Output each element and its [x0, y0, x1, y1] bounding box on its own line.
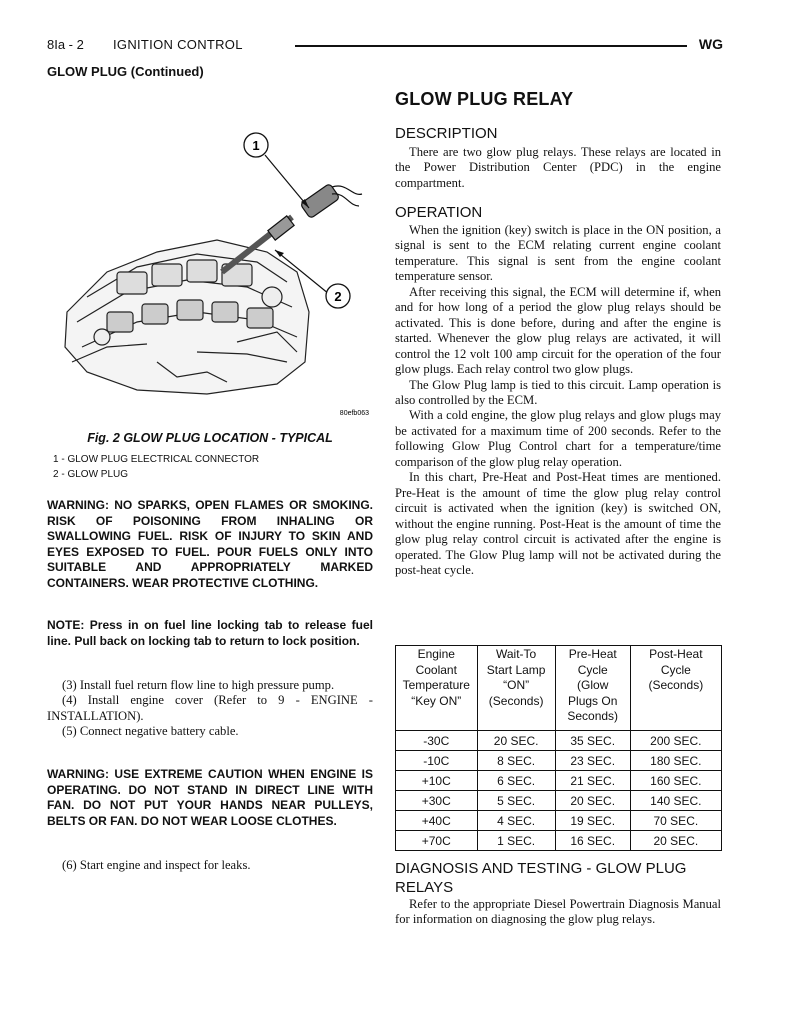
- figure-caption: Fig. 2 GLOW PLUG LOCATION - TYPICAL: [87, 431, 333, 445]
- glow-plug-control-table: [395, 645, 722, 851]
- step-item: (4) Install engine cover (Refer to 9 - ENGINE - INSTALLATION).: [47, 693, 373, 723]
- section-heading: GLOW PLUG RELAY: [395, 89, 574, 109]
- header-line: Start Lamp: [486, 662, 546, 677]
- figure-legend: [53, 452, 259, 482]
- diagnosis-heading: DIAGNOSIS AND TESTING - GLOW PLUG RELAYS: [395, 860, 687, 896]
- header-line: Pre-Heat: [568, 647, 617, 661]
- header-line: (Seconds): [648, 678, 704, 692]
- paragraph: The Glow Plug lamp is tied to this circuit. Lamp operation is also controlled by the ECM.: [395, 377, 721, 407]
- header-line: Cycle: [660, 662, 691, 677]
- header-line: “ON”: [503, 678, 530, 692]
- table-cell: -30C: [396, 731, 478, 751]
- paragraph: Refer to the appropriate Diesel Powertrain Diagnosis Manual for information on diagnosing the glow plug relays.: [395, 897, 721, 927]
- table-cell: 140 SEC.: [630, 791, 721, 811]
- description-heading: DESCRIPTION: [395, 125, 498, 142]
- table-cell: -10C: [396, 751, 478, 771]
- col-temperature: [396, 646, 478, 731]
- table-header-row: [396, 646, 722, 731]
- table-cell: 8 SEC.: [477, 751, 555, 771]
- section-title: IGNITION CONTROL: [113, 37, 243, 52]
- table-cell: 16 SEC.: [555, 831, 630, 851]
- table-row: [396, 731, 722, 751]
- table-cell: 20 SEC.: [477, 731, 555, 751]
- table-cell: 23 SEC.: [555, 751, 630, 771]
- table-cell: 19 SEC.: [555, 811, 630, 831]
- table-cell: 6 SEC.: [477, 771, 555, 791]
- note-locking-tab: NOTE: Press in on fuel line locking tab to release fuel line. Pull back on locking tab to return to lock position.: [47, 618, 373, 648]
- callout-2: 2: [334, 289, 342, 304]
- table-cell: +70C: [396, 831, 478, 851]
- table-cell: 20 SEC.: [630, 831, 721, 851]
- table-row: [396, 771, 722, 791]
- header-line: “Key ON”: [411, 693, 462, 708]
- paragraph: After receiving this signal, the ECM will determine if, when and for how long of a period the glow plug relays should be activated. This is done before, during and after the engine is started. Whenever the glow plug relays are activated, it will control the 12 volt 100 amp circuit for the operation of the four glow plugs. Each relay control two glow plugs.: [395, 284, 721, 377]
- glow-plug-figure: [47, 122, 373, 424]
- install-steps: [47, 678, 373, 740]
- table-row: [396, 751, 722, 771]
- callout-1: 1: [252, 138, 260, 153]
- page-header: [47, 36, 723, 54]
- step-item: (6) Start engine and inspect for leaks.: [62, 858, 251, 872]
- header-line: Cycle: [577, 662, 608, 677]
- model-code: WG: [698, 36, 723, 52]
- table-cell: 200 SEC.: [630, 731, 721, 751]
- operation-text: [395, 223, 721, 578]
- table-cell: 35 SEC.: [555, 731, 630, 751]
- operation-heading: OPERATION: [395, 204, 483, 221]
- header-line: Plugs On: [568, 693, 618, 708]
- figure-reference: 80efb063: [339, 410, 369, 417]
- header-line: Coolant: [415, 662, 457, 677]
- table-cell: 4 SEC.: [477, 811, 555, 831]
- header-line: (Seconds): [488, 693, 544, 708]
- header-line: Wait-To: [496, 647, 537, 661]
- warning-engine: WARNING: USE EXTREME CAUTION WHEN ENGINE IS OPERATING. DO NOT STAND IN DIRECT LINE WITH FAN. DO NOT PUT YOUR HANDS NEAR PULLEYS, BELTS OR FAN. DO NOT WEAR LOOSE CLOTHES.: [47, 767, 373, 828]
- paragraph: There are two glow plug relays. These relays are located in the Power Distribution Center (PDC) in the engine compartment.: [395, 145, 721, 190]
- legend-item: 2 - GLOW PLUG: [53, 469, 129, 480]
- legend-item: 1 - GLOW PLUG ELECTRICAL CONNECTOR: [53, 454, 260, 465]
- table-cell: +40C: [396, 811, 478, 831]
- header-line: (Glow: [577, 678, 609, 692]
- header-line: Temperature: [402, 678, 470, 692]
- page-number: 8Ia - 2: [47, 37, 84, 52]
- table-cell: +30C: [396, 791, 478, 811]
- col-wait-to-start: [477, 646, 555, 731]
- paragraph: With a cold engine, the glow plug relays and glow plugs may be activated for a maximum time of 200 seconds. Refer to the following Glow Plug Control chart for a temperature/time comparison of the glow plug relay operation.: [395, 408, 721, 469]
- warning-fuel: WARNING: NO SPARKS, OPEN FLAMES OR SMOKING. RISK OF POISONING FROM INHALING OR SWALLOWING FUEL. RISK OF INJURY TO SKIN AND EYES EXPOSED TO FUEL. POUR FUELS ONLY INTO SUITABLE AND APPROPRIATELY MARKED CONTAINERS. WEAR PROTECTIVE CLOTHING.: [47, 498, 373, 590]
- table-cell: 180 SEC.: [630, 751, 721, 771]
- table-cell: 160 SEC.: [630, 771, 721, 791]
- description-text: [395, 145, 721, 191]
- table-cell: 1 SEC.: [477, 831, 555, 851]
- col-post-heat: [630, 646, 721, 731]
- step-item: (5) Connect negative battery cable.: [62, 724, 239, 739]
- table-cell: 20 SEC.: [555, 791, 630, 811]
- table-cell: 5 SEC.: [477, 791, 555, 811]
- table-cell: +10C: [396, 771, 478, 791]
- table-cell: 70 SEC.: [630, 811, 721, 831]
- paragraph: In this chart, Pre-Heat and Post-Heat times are mentioned. Pre-Heat is the amount of time the glow plug relay control circuit is activated when the ignition (key) is switched ON, without the engine running. Post-Heat is the amount of time the glow plug relay control circuit is activated after the engine is operated. The Glow Plug lamp will not be activated during the post-heat cycle.: [395, 470, 721, 577]
- col-pre-heat: [555, 646, 630, 731]
- table-row: [396, 791, 722, 811]
- header-line: Seconds): [567, 709, 619, 723]
- header-line: Engine: [417, 647, 455, 661]
- table-cell: 21 SEC.: [555, 771, 630, 791]
- paragraph: When the ignition (key) switch is place in the ON position, a signal is sent to the ECM relating current engine coolant temperature. This signal is sent from the engine coolant temperature sensor.: [395, 223, 721, 284]
- continued-heading: GLOW PLUG (Continued): [47, 64, 204, 79]
- step-item: (3) Install fuel return flow line to high pressure pump.: [62, 678, 335, 692]
- table-row: [396, 811, 722, 831]
- engine-illustration: [47, 122, 373, 424]
- diagnosis-text: [395, 897, 721, 928]
- header-rule: [295, 45, 687, 47]
- header-line: Post-Heat: [649, 647, 703, 661]
- table-row: [396, 831, 722, 851]
